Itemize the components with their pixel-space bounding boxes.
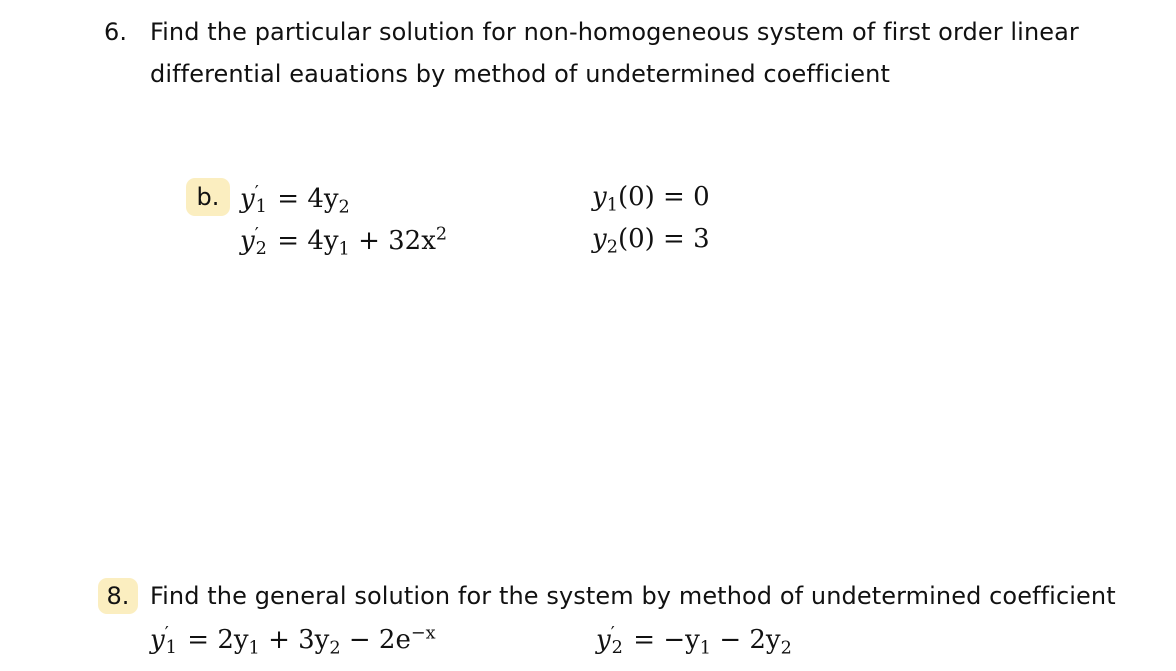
question-8-equation-1: y ′ 1 = $2y_1 + 3y_2 - 2e^{-x}$: [150, 623, 436, 659]
part-b-equation-2: y ′ 2 = $4y_1 + 32x^2$: [240, 224, 448, 260]
part-b-eq2-rhs-b: + 32x: [358, 226, 436, 256]
part-b-initial-condition-2: $y_2(0) = 3$: [592, 224, 710, 258]
part-b-equation-1: y ′ 1 = $4y_2$: [240, 182, 350, 218]
question-8-number-text: 8.: [106, 582, 130, 610]
q8-eq2-a: = −y: [633, 625, 700, 655]
question-6-number: 6.: [104, 18, 128, 46]
question-8-equation-2: y ′ 2 = $-y_1 - 2y_2$: [596, 623, 792, 659]
part-b-eq1-rhs-sub: 2: [338, 197, 350, 218]
q8-eq1-a: = 2y: [187, 625, 249, 655]
part-b-ic1-text: (0) = 0: [617, 182, 710, 212]
part-b-eq2-rhs-a: = 4y: [277, 226, 339, 256]
question-6-text-line-1: Find the particular solution for non-homogeneous system of first order linear: [150, 18, 1079, 46]
question-6-text-line-2: differential eauations by method of undetermined coefficient: [150, 60, 890, 88]
q8-eq2-a-sub: 1: [699, 638, 712, 659]
question-8-number: [98, 578, 138, 614]
q8-eq1-c: − 2e: [348, 625, 411, 655]
q8-eq1-c-sup: −x: [410, 623, 436, 644]
part-b-label: [186, 178, 230, 216]
question-8-text-line-1: Find the general solution for the system by method of undetermined coefficient: [150, 582, 1116, 610]
q8-eq1-b: + 3y: [268, 625, 330, 655]
part-b-eq2-rhs-b-sup: 2: [435, 224, 448, 245]
part-b-eq2-rhs-a-sub: 1: [338, 239, 350, 260]
part-b-label-text: b.: [196, 183, 220, 211]
q8-eq1-a-sub: 1: [248, 638, 260, 659]
q8-eq2-b: − 2y: [719, 625, 781, 655]
part-b-ic2-text: (0) = 3: [617, 224, 710, 254]
part-b-initial-condition-1: $y_1(0) = 0$: [592, 182, 710, 216]
q8-eq1-b-sub: 2: [329, 638, 341, 659]
q8-eq2-b-sub: 2: [780, 638, 792, 659]
part-b-eq1-rhs: = 4y: [277, 184, 339, 214]
